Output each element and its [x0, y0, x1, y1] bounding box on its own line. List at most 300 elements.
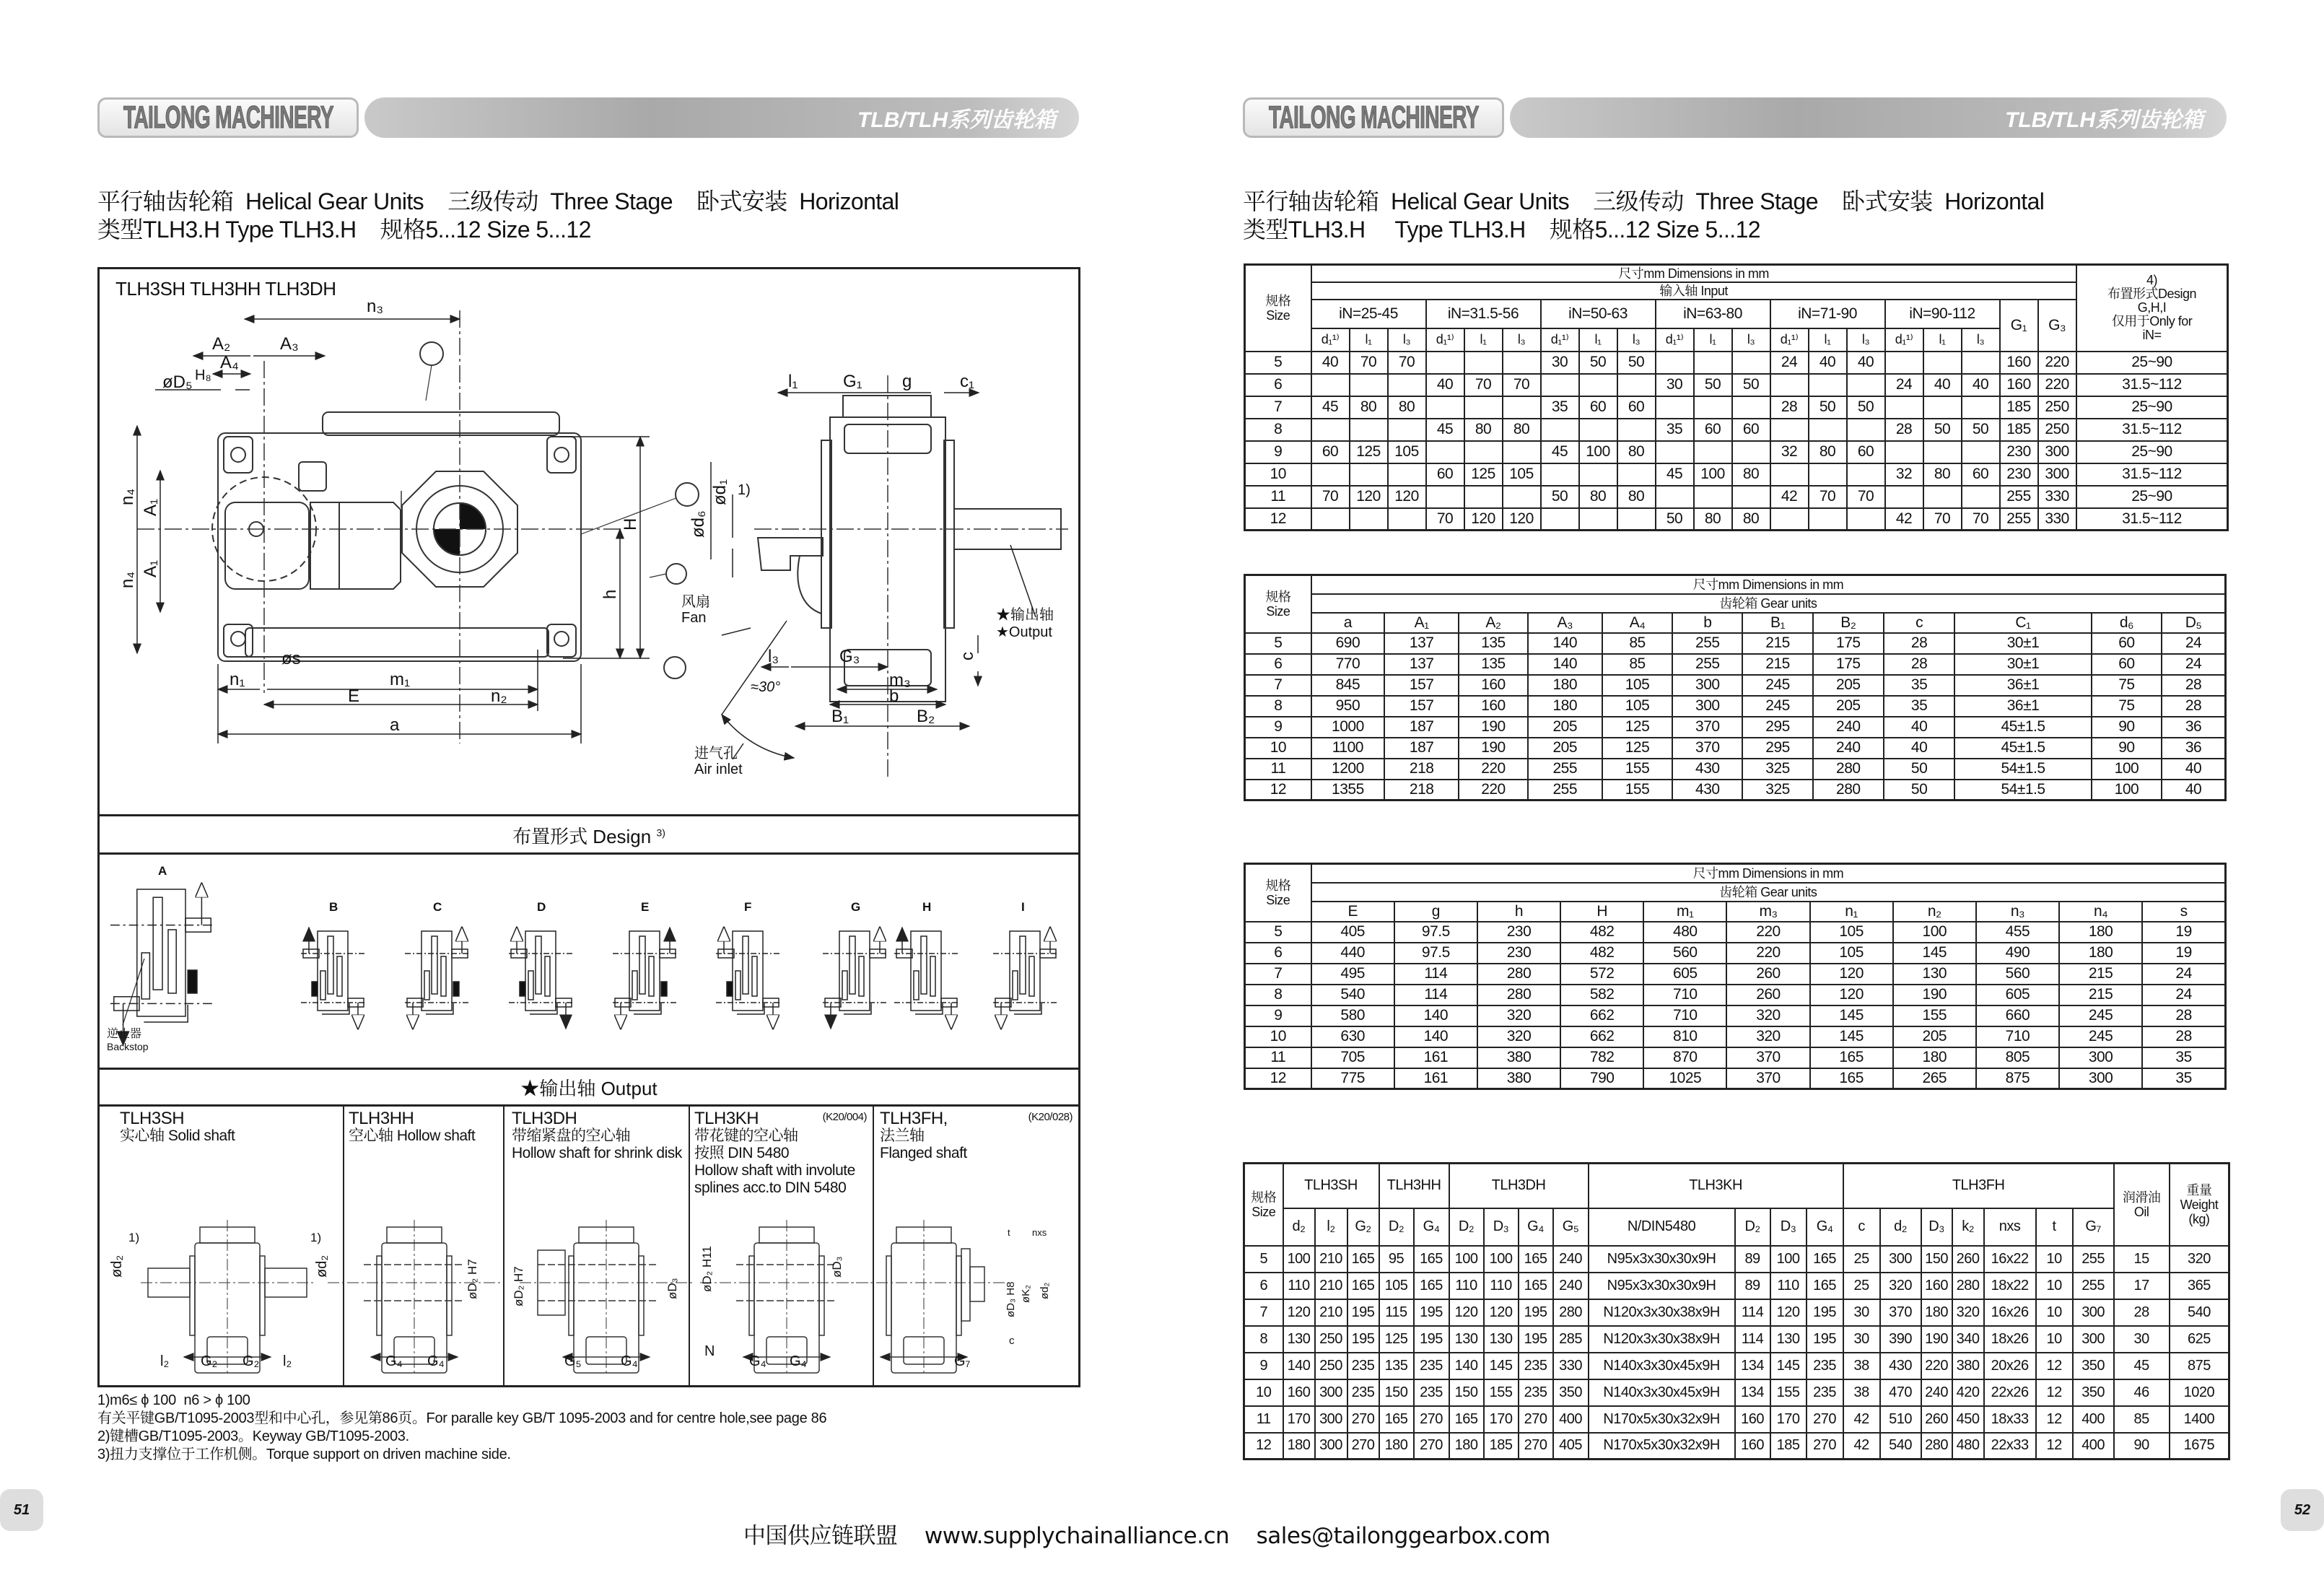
value-cell: 70 — [1847, 486, 1885, 508]
size-cell: 6 — [1245, 374, 1311, 396]
value-cell: 125 — [1602, 738, 1672, 759]
gear — [632, 971, 637, 1000]
output-heading: ★输出轴 Output — [520, 1078, 658, 1099]
value-cell: 300 — [1880, 1246, 1921, 1273]
size-cell: 9 — [1245, 441, 1311, 463]
value-cell: 295 — [1742, 717, 1812, 738]
value-cell: 320 — [1880, 1273, 1921, 1299]
value-cell: 210 — [1315, 1273, 1347, 1299]
size-cell: 8 — [1244, 1326, 1283, 1353]
value-cell: 255 — [1528, 780, 1602, 800]
dim-D2-H7: øD₂ H7 — [512, 1266, 525, 1306]
value-cell: 60 — [1579, 396, 1617, 419]
col-header: C₁ — [1954, 613, 2092, 633]
value-cell: 60 — [1617, 396, 1656, 419]
value-cell: 205 — [1528, 738, 1602, 759]
brand-logo-text: TAILONG MACHINERY — [1268, 100, 1479, 135]
col-header: l₃ — [1962, 328, 2000, 352]
value-cell: 80 — [1732, 508, 1770, 531]
value-cell — [1579, 374, 1617, 396]
value-cell: 810 — [1643, 1026, 1726, 1047]
value-cell: 38 — [1843, 1353, 1880, 1379]
output-view — [837, 1220, 1010, 1375]
table-row — [1245, 717, 2226, 738]
size-cell: 5 — [1245, 352, 1311, 374]
value-cell: 70 — [1962, 508, 2000, 531]
table-row — [1244, 1273, 2229, 1299]
oil-header-en: Oil — [2133, 1204, 2149, 1219]
dim-D3: øD₃ — [665, 1278, 679, 1299]
value-cell: 120 — [1464, 508, 1503, 531]
table-row — [1245, 1068, 2226, 1089]
value-cell: 300 — [2073, 1299, 2114, 1326]
value-cell: 205 — [1813, 696, 1884, 717]
side-dimensions — [711, 393, 1036, 759]
dim-D3: øD₃ — [830, 1256, 844, 1278]
col-header: n₄ — [2059, 902, 2142, 922]
value-cell: 161 — [1394, 1047, 1477, 1068]
value-cell — [1541, 374, 1579, 396]
value-cell — [1503, 396, 1541, 419]
value-cell: 30±1 — [1954, 633, 2092, 654]
size-cell: 11 — [1245, 759, 1311, 780]
value-cell: 240 — [1553, 1246, 1589, 1273]
value-cell: 50 — [1884, 759, 1954, 780]
table-row — [1244, 1326, 2229, 1353]
value-cell: 400 — [1553, 1406, 1589, 1433]
value-cell: 370 — [1726, 1068, 1809, 1089]
value-cell: 270 — [1347, 1433, 1379, 1460]
dim-K2: øK₂ — [1020, 1285, 1032, 1303]
footnote: 有关平键GB/T1095-2003型和中心孔，参见第86页。For paralle key GB/T 1095-2003 and for centre hole,see page 86 — [97, 1410, 827, 1426]
value-cell: 320 — [1477, 1026, 1560, 1047]
size-cell: 5 — [1245, 633, 1311, 654]
value-cell: 100 — [1283, 1246, 1315, 1273]
value-cell: 50 — [1809, 396, 1847, 419]
value-cell: 185 — [1770, 1433, 1807, 1460]
value-cell: 157 — [1384, 696, 1459, 717]
size-cell: 7 — [1245, 675, 1311, 696]
value-cell: 770 — [1311, 654, 1384, 675]
dim-n4: n₄ — [118, 571, 137, 588]
panel-desc: Hollow shaft for shrink disk — [512, 1145, 682, 1161]
backstop-icon — [312, 982, 318, 996]
value-cell: 250 — [2038, 419, 2076, 441]
value-cell: 90 — [2092, 717, 2162, 738]
value-cell: 31.5~112 — [2076, 463, 2228, 486]
value-cell: 130 — [1893, 964, 1976, 985]
value-cell: N120x3x30x38x9H — [1589, 1326, 1735, 1353]
value-cell: 380 — [1952, 1353, 1984, 1379]
dim-n2: n₂ — [491, 686, 507, 706]
dim-t: t — [1008, 1227, 1010, 1238]
dim-d6: ød₆ — [689, 510, 708, 538]
value-cell: 70 — [1426, 508, 1464, 531]
value-cell — [1885, 486, 1923, 508]
value-cell: 125 — [1379, 1326, 1414, 1353]
value-cell: 50 — [1656, 508, 1694, 531]
size-header-en: Size — [1266, 603, 1290, 619]
value-cell: 270 — [1347, 1406, 1379, 1433]
oil-header-cn: 润滑油 — [2122, 1190, 2161, 1205]
panel-desc: 法兰轴 — [880, 1127, 925, 1144]
value-cell: 28 — [2142, 1005, 2225, 1026]
value-cell — [1923, 352, 1962, 374]
design-head: G,H,I — [2137, 300, 2167, 315]
value-cell: 110 — [1770, 1273, 1807, 1299]
value-cell — [1617, 374, 1656, 396]
value-cell: 120 — [1484, 1299, 1519, 1326]
size-cell: 11 — [1244, 1406, 1283, 1433]
value-cell: 89 — [1735, 1273, 1770, 1299]
value-cell: 660 — [1976, 1005, 2059, 1026]
value-cell: 235 — [1807, 1379, 1843, 1406]
size-cell: 6 — [1245, 654, 1311, 675]
value-cell: 100 — [1694, 463, 1732, 486]
value-cell: 160 — [1735, 1406, 1770, 1433]
footer-url[interactable]: www.supplychainalliance.cn — [924, 1523, 1230, 1549]
backstop-icon — [188, 970, 197, 993]
group-TLH3HH: TLH3HH — [1379, 1164, 1449, 1208]
dim-N: N — [704, 1343, 715, 1359]
value-cell: 120 — [1350, 486, 1388, 508]
value-cell: 300 — [2059, 1068, 2142, 1089]
dim-G4: G₄ — [427, 1353, 445, 1369]
value-cell: 70 — [1464, 374, 1503, 396]
value-cell: 85 — [1602, 654, 1672, 675]
value-cell: 180 — [1528, 675, 1602, 696]
col-header: a — [1311, 613, 1384, 633]
value-cell: 100 — [1770, 1246, 1807, 1273]
footer-email[interactable]: sales@tailonggearbox.com — [1256, 1523, 1550, 1549]
value-cell: 185 — [2000, 419, 2038, 441]
value-cell: 175 — [1813, 633, 1884, 654]
value-cell: 170 — [1283, 1406, 1315, 1433]
gear — [930, 956, 935, 996]
value-cell: 365 — [2170, 1273, 2229, 1299]
value-cell: 35 — [1541, 396, 1579, 419]
value-cell — [1579, 508, 1617, 531]
value-cell: 165 — [1519, 1246, 1553, 1273]
gear-unit-table-1 — [1244, 574, 2227, 801]
dim-n1: n₁ — [230, 670, 245, 689]
col-header: G₅ — [1553, 1208, 1589, 1246]
value-cell: 145 — [1484, 1353, 1519, 1379]
page-number-left — [0, 1489, 43, 1531]
dim-G4: G₄ — [749, 1353, 766, 1369]
panel-desc: 按照 DIN 5480 — [694, 1145, 790, 1161]
backstop-icon — [453, 982, 459, 996]
value-cell — [1617, 508, 1656, 531]
design-letter: H — [922, 900, 932, 914]
value-cell: 1400 — [2170, 1406, 2229, 1433]
dim-d2: ød₂ — [109, 1255, 125, 1278]
value-cell: 28 — [2142, 1026, 2225, 1047]
value-cell: 25 — [1843, 1273, 1880, 1299]
size-cell: 10 — [1245, 738, 1311, 759]
value-cell: 245 — [2059, 1026, 2142, 1047]
col-header: l₁ — [1923, 328, 1962, 352]
value-cell: 250 — [1315, 1353, 1347, 1379]
value-cell: 155 — [1484, 1379, 1519, 1406]
value-cell — [1388, 508, 1426, 531]
value-cell: 130 — [1449, 1326, 1484, 1353]
value-cell: 270 — [1807, 1433, 1843, 1460]
value-cell — [1694, 396, 1732, 419]
value-cell: 180 — [1528, 696, 1602, 717]
value-cell: 150 — [1921, 1246, 1952, 1273]
value-cell: 430 — [1880, 1353, 1921, 1379]
size-cell: 7 — [1245, 964, 1311, 985]
size-cell: 5 — [1245, 922, 1311, 943]
value-cell: 330 — [2038, 486, 2076, 508]
value-cell: 775 — [1311, 1068, 1394, 1089]
size-cell: 12 — [1245, 780, 1311, 800]
value-cell — [1617, 463, 1656, 486]
design-schematic — [613, 928, 678, 1029]
value-cell: 540 — [2170, 1299, 2229, 1326]
value-cell: 15 — [2114, 1246, 2170, 1273]
value-cell: 114 — [1735, 1326, 1770, 1353]
col-header: G₇ — [2073, 1208, 2114, 1246]
ratio-header: iN=25-45 — [1311, 300, 1426, 328]
value-cell: 35 — [1656, 419, 1694, 441]
value-cell: 157 — [1384, 675, 1459, 696]
value-cell: 280 — [1813, 759, 1884, 780]
size-cell: 9 — [1245, 717, 1311, 738]
value-cell: 80 — [1464, 419, 1503, 441]
col-header: d₂ — [1283, 1208, 1315, 1246]
value-cell: 455 — [1976, 922, 2059, 943]
gear — [859, 956, 864, 996]
value-cell — [1617, 419, 1656, 441]
panel-desc: 实心轴 Solid shaft — [120, 1127, 235, 1144]
value-cell: 150 — [1449, 1379, 1484, 1406]
value-cell: 70 — [1350, 352, 1388, 374]
value-cell — [1847, 419, 1885, 441]
value-cell: 270 — [1414, 1406, 1449, 1433]
value-cell: 25~90 — [2076, 486, 2228, 508]
value-cell: 185 — [2000, 396, 2038, 419]
value-cell: 31.5~112 — [2076, 374, 2228, 396]
value-cell: 80 — [1809, 441, 1847, 463]
series-banner: TLB/TLH系列齿轮箱 — [364, 97, 1079, 138]
value-cell: 325 — [1742, 759, 1812, 780]
size-cell: 8 — [1245, 696, 1311, 717]
col-header: A₂ — [1459, 613, 1527, 633]
dim-H: H — [621, 518, 640, 531]
value-cell: 400 — [2073, 1433, 2114, 1460]
value-cell: 155 — [1893, 1005, 1976, 1026]
col-header: s — [2142, 902, 2225, 922]
value-cell: 130 — [1283, 1326, 1315, 1353]
value-cell: 30 — [1843, 1299, 1880, 1326]
value-cell: 50 — [1541, 486, 1579, 508]
dim-G4: G₄ — [790, 1353, 807, 1369]
value-cell: 100 — [2092, 780, 2162, 800]
dim-angle: ≈30° — [751, 679, 781, 695]
dim-A4: A₄ — [220, 353, 239, 372]
gear — [743, 936, 748, 994]
table-row — [1245, 508, 2228, 531]
value-cell: 18x26 — [1984, 1326, 2036, 1353]
value-cell: 260 — [1921, 1406, 1952, 1433]
design-schematic — [509, 928, 574, 1029]
value-cell: N170x5x30x32x9H — [1589, 1433, 1735, 1460]
col-header: n₃ — [1976, 902, 2059, 922]
value-cell: 42 — [1770, 486, 1809, 508]
value-cell: 1675 — [2170, 1433, 2229, 1460]
value-cell: 190 — [1921, 1326, 1952, 1353]
value-cell: 235 — [1519, 1379, 1553, 1406]
value-cell: 160 — [1283, 1379, 1315, 1406]
dim-l2: l₂ — [283, 1353, 292, 1369]
panel-desc: splines acc.to DIN 5480 — [694, 1179, 847, 1196]
value-cell: 218 — [1384, 759, 1459, 780]
output-view — [141, 1220, 314, 1375]
value-cell: 105 — [1503, 463, 1541, 486]
value-cell — [1923, 486, 1962, 508]
value-cell: 150 — [1379, 1379, 1414, 1406]
size-header-cn: 规格 — [1265, 589, 1291, 604]
value-cell: 46 — [2114, 1379, 2170, 1406]
value-cell: 130 — [1770, 1326, 1807, 1353]
value-cell: 218 — [1384, 780, 1459, 800]
dim-s: øs — [281, 649, 301, 668]
value-cell: 100 — [2092, 759, 2162, 780]
value-cell: 60 — [1962, 463, 2000, 486]
value-cell: 45±1.5 — [1954, 717, 2092, 738]
value-cell: 70 — [1311, 486, 1350, 508]
size-cell: 10 — [1244, 1379, 1283, 1406]
value-cell: N140x3x30x45x9H — [1589, 1353, 1735, 1379]
dim-G1: G₁ — [843, 372, 862, 391]
value-cell: 125 — [1602, 717, 1672, 738]
value-cell: 165 — [1449, 1406, 1484, 1433]
size-header — [1245, 864, 1311, 922]
ratio-header: iN=90-112 — [1885, 300, 2000, 328]
col-header: l₃ — [1617, 328, 1656, 352]
value-cell: 85 — [1602, 633, 1672, 654]
value-cell: 300 — [1315, 1406, 1347, 1433]
gear — [536, 936, 541, 994]
value-cell: 145 — [1810, 1005, 1893, 1026]
input-group-title: 输入轴 Input — [1311, 282, 2076, 300]
design-schematic — [716, 928, 781, 1029]
design-letter: D — [537, 900, 546, 914]
value-cell: 35 — [1884, 675, 1954, 696]
value-cell: 240 — [1553, 1273, 1589, 1299]
footer — [743, 1517, 1550, 1550]
col-header: D₃ — [1484, 1208, 1519, 1246]
value-cell — [1350, 419, 1388, 441]
value-cell: 270 — [1807, 1406, 1843, 1433]
value-cell — [1923, 396, 1962, 419]
size-cell: 6 — [1244, 1273, 1283, 1299]
table-row — [1245, 675, 2226, 696]
dim-note: 1) — [128, 1231, 140, 1244]
value-cell: 50 — [1923, 419, 1962, 441]
value-cell: 205 — [1813, 675, 1884, 696]
value-cell: 30 — [1843, 1326, 1880, 1353]
value-cell: 195 — [1414, 1326, 1449, 1353]
col-header: m₃ — [1726, 902, 1809, 922]
value-cell: 28 — [1884, 654, 1954, 675]
value-cell — [1579, 463, 1617, 486]
value-cell: 114 — [1394, 985, 1477, 1005]
value-cell — [1388, 374, 1426, 396]
col-header: D₂ — [1735, 1208, 1770, 1246]
value-cell: 875 — [2170, 1353, 2229, 1379]
value-cell: 40 — [2162, 759, 2225, 780]
size-cell: 11 — [1245, 486, 1311, 508]
value-cell: 482 — [1560, 922, 1643, 943]
value-cell: 490 — [1976, 943, 2059, 964]
value-cell — [1311, 463, 1350, 486]
value-cell: 560 — [1976, 964, 2059, 985]
value-cell: 255 — [1528, 759, 1602, 780]
value-cell: 255 — [2073, 1246, 2114, 1273]
design-schematic — [823, 928, 888, 1029]
value-cell: 230 — [1477, 922, 1560, 943]
backstop-label-en: Backstop — [107, 1041, 149, 1052]
value-cell — [1770, 419, 1809, 441]
value-cell: 280 — [1553, 1299, 1589, 1326]
value-cell: 12 — [2036, 1406, 2073, 1433]
input-shaft-table — [1244, 263, 2229, 531]
value-cell — [1579, 419, 1617, 441]
value-cell: 40 — [1809, 352, 1847, 374]
value-cell: 240 — [1813, 738, 1884, 759]
value-cell: 30 — [2114, 1326, 2170, 1353]
value-cell — [1962, 486, 2000, 508]
gear — [432, 936, 437, 994]
value-cell: 137 — [1384, 633, 1459, 654]
design-heading-text: 布置形式 Design — [512, 826, 652, 847]
gear-unit-table-2 — [1244, 863, 2227, 1090]
value-cell: 370 — [1880, 1299, 1921, 1326]
value-cell: 110 — [1449, 1273, 1484, 1299]
gear — [1029, 956, 1034, 996]
value-cell: 165 — [1807, 1273, 1843, 1299]
value-cell: 625 — [2170, 1326, 2229, 1353]
value-cell: 16x22 — [1984, 1246, 2036, 1273]
value-cell: 280 — [1477, 964, 1560, 985]
value-cell: 235 — [1519, 1353, 1553, 1379]
value-cell: 140 — [1394, 1026, 1477, 1047]
value-cell: 28 — [1885, 419, 1923, 441]
col-header: n₂ — [1893, 902, 1976, 922]
dim-H8: H₈ — [195, 367, 211, 383]
value-cell: 180 — [2059, 922, 2142, 943]
value-cell: 187 — [1384, 717, 1459, 738]
value-cell: 220 — [2038, 352, 2076, 374]
value-cell: 155 — [1770, 1379, 1807, 1406]
value-cell: 250 — [2038, 396, 2076, 419]
air-inlet-label-en: Air inlet — [694, 762, 743, 777]
value-cell: N170x5x30x32x9H — [1589, 1406, 1735, 1433]
value-cell — [1464, 396, 1503, 419]
value-cell — [1847, 508, 1885, 531]
design-letter: F — [744, 900, 752, 914]
design-letter: E — [641, 900, 650, 914]
value-cell: 35 — [2142, 1068, 2225, 1089]
value-cell: 220 — [1459, 759, 1527, 780]
value-cell: 89 — [1735, 1246, 1770, 1273]
gear — [320, 971, 326, 1000]
value-cell — [1656, 441, 1694, 463]
value-cell: 60 — [1311, 441, 1350, 463]
